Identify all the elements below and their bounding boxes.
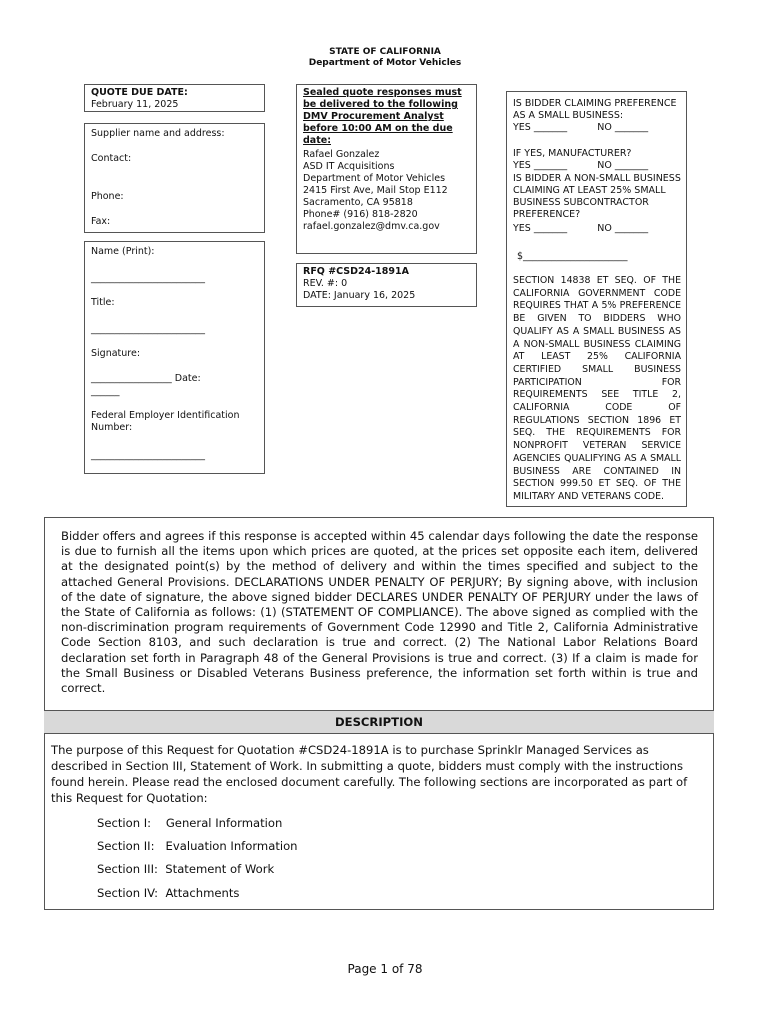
signer-box	[84, 241, 265, 474]
analyst-line: Sacramento, CA 95818	[303, 197, 413, 208]
analyst-line: Phone# (916) 818-2820	[303, 209, 418, 220]
supplier-box	[84, 123, 265, 233]
name-print-label: Name (Print):	[91, 246, 155, 257]
supplier-address-label: Supplier name and address:	[91, 128, 225, 139]
phone-label: Phone:	[91, 191, 124, 202]
rfq-number: RFQ #CSD24-1891A	[303, 266, 409, 277]
rfq-date: DATE: January 16, 2025	[303, 290, 416, 301]
analyst-email[interactable]: rafael.gonzalez@dmv.ca.gov	[303, 221, 440, 232]
rfq-box	[296, 263, 477, 307]
analyst-contact	[303, 149, 448, 233]
title-label: Title:	[91, 297, 115, 308]
section-list-item: Section II: Evaluation Information	[97, 839, 298, 853]
signature-label: Signature:	[91, 348, 141, 359]
description-text: The purpose of this Request for Quotation #CSD24-1891A is to purchase Sprinklr Managed Services as described in Section III, Statement of Work. In submitting a quote, bidders must comply with the instructions found herein. Please read the enclosed document carefully. The following sections are incorporated as part of this Request for Quotation:	[51, 743, 688, 805]
section-list-item: Section III: Statement of Work	[97, 862, 275, 876]
section-list-item: Section I: General Information	[97, 816, 283, 830]
terms-block	[44, 517, 714, 910]
title-line[interactable]: ________________________	[91, 324, 205, 335]
preference-legal-text: SECTION 14838 ET SEQ. OF THE CALIFORNIA GOVERNMENT CODE REQUIRES THAT A 5% PREFERENCE BE GIVEN TO BIDDERS WHO QUALIFY AS A SMALL BUSINESS AS A NON-SMALL BUSINESS CLAIMING AT LEAST 25% CALIFORNIA CERTIFIED SMALL BUSINESS PARTICIPATION FOR REQUIREMENTS SEE TITLE 2, CALIFORNIA CODE OF REGULATIONS SECTION 1896 ET SEQ. THE REQUIREMENTS FOR NONPROFIT VETERAN SERVICE AGENCIES QUALIFYING AS A SMALL BUSINESS ARE CONTAINED IN SECTION 999.50 ET SEQ. OF THE MILITARY AND VETERANS CODE.	[513, 275, 681, 502]
signature-line[interactable]: _________________ Date:	[91, 373, 201, 384]
name-print-line[interactable]: ________________________	[91, 273, 205, 284]
fax-label: Fax:	[91, 216, 111, 227]
small-business-answer[interactable]: YES _______ NO _______	[513, 122, 649, 133]
fein-label: Federal Employer Identification Number:	[91, 410, 240, 433]
department-heading: Department of Motor Vehicles	[308, 58, 462, 68]
date-line[interactable]: ______	[91, 386, 120, 397]
subcontractor-question: IS BIDDER A NON-SMALL BUSINESS CLAIMING AT LEAST 25% SMALL BUSINESS SUBCONTRACTOR PREFERENCE?	[513, 173, 681, 220]
state-heading: STATE OF CALIFORNIA	[329, 47, 441, 57]
page-number: Page 1 of 78	[347, 962, 423, 976]
analyst-line: ASD IT Acquisitions	[303, 161, 395, 172]
quote-due-date: February 11, 2025	[91, 99, 179, 110]
analyst-line: Department of Motor Vehicles	[303, 173, 446, 184]
delivery-box	[296, 84, 477, 254]
section-list-item: Section IV: Attachments	[97, 886, 240, 900]
analyst-line: 2415 First Ave, Mail Stop E112	[303, 185, 448, 196]
quote-due-label: QUOTE DUE DATE:	[91, 87, 188, 98]
analyst-line: Rafael Gonzalez	[303, 149, 380, 160]
small-business-question: IS BIDDER CLAIMING PREFERENCE AS A SMALL BUSINESS:	[513, 98, 677, 121]
fein-line[interactable]: ________________________	[91, 450, 205, 461]
quote-due-box	[84, 84, 265, 112]
delivery-instructions: Sealed quote responses must be delivered to the following DMV Procurement Analyst before 10:00 AM on the due date:	[303, 87, 462, 146]
manufacturer-question: IF YES, MANUFACTURER?	[513, 148, 632, 159]
description-heading: DESCRIPTION	[44, 710, 714, 734]
amount-line[interactable]: $______________________	[517, 251, 628, 262]
subcontractor-answer[interactable]: YES _______ NO _______	[513, 223, 649, 234]
declaration-text: Bidder offers and agrees if this response is accepted within 45 calendar days following the date the response is due to furnish all the items upon which prices are quoted, at the prices set opposite each item, delivered at the designated point(s) by the method of delivery and within the times specified and subject to the attached General Provisions. DECLARATIONS UNDER PENALTY OF PERJURY; By signing above, with inclusion of the date of signature, the above signed bidder DECLARES UNDER PENALTY OF PERJURY under the laws of the State of California as follows: (1) (STATEMENT OF COMPLIANCE). The above signed as complied with the non-discrimination program requirements of Government Code 12990 and Title 2, California Administrative Code Section 8103, and such declaration is true and correct. (2) The National Labor Relations Board declaration set forth in Paragraph 48 of the General Provisions is true and correct. (3) If a claim is made for the Small Business or Disabled Veterans Business preference, the information set forth within is true and correct.	[61, 529, 698, 696]
preference-box	[506, 91, 687, 507]
rfq-revision: REV. #: 0	[303, 278, 348, 289]
manufacturer-answer[interactable]: YES _______ NO _______	[513, 160, 649, 171]
contact-label: Contact:	[91, 153, 132, 164]
